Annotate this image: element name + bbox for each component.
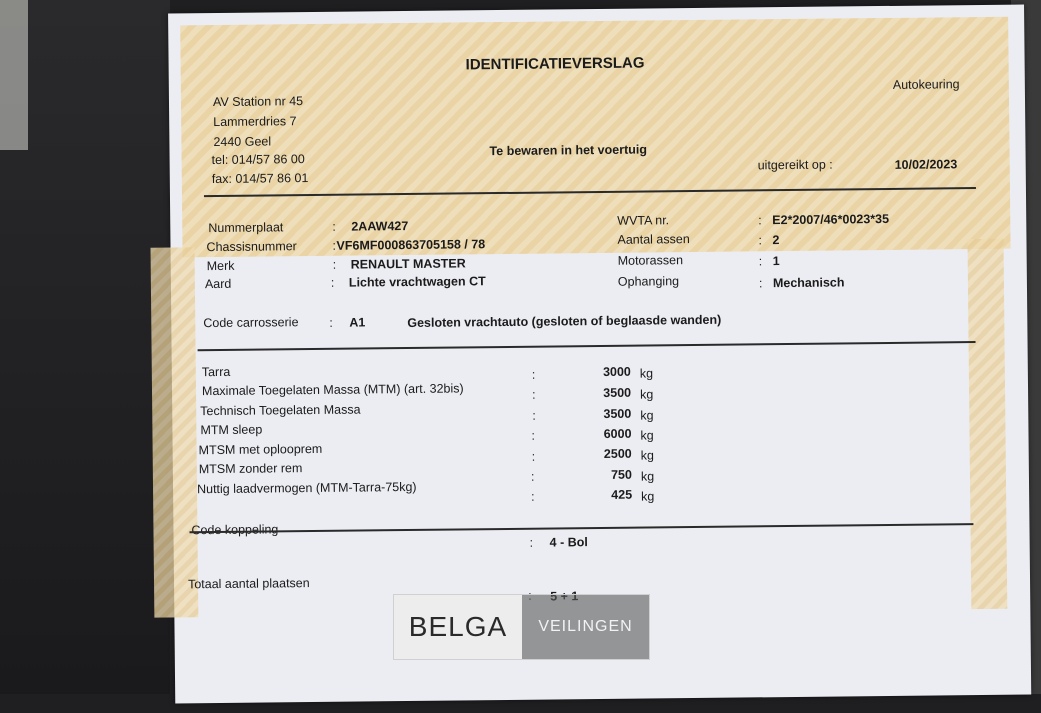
mass-label: MTM sleep xyxy=(200,422,263,438)
mass-label: MTSM zonder rem xyxy=(198,461,303,477)
field-label: Merk xyxy=(206,258,235,274)
field-sep: : xyxy=(758,233,763,248)
mass-value: 6000 xyxy=(603,426,632,441)
field-sep: : xyxy=(758,276,763,291)
mass-unit: kg xyxy=(641,489,655,504)
issuer-line: 2440 Geel xyxy=(213,134,272,150)
field-sep: : xyxy=(332,238,337,253)
mass-sep: : xyxy=(531,367,536,382)
body-code-value: A1 xyxy=(349,315,366,330)
mass-sep: : xyxy=(530,469,535,484)
mass-sep: : xyxy=(532,408,536,423)
field-sep: : xyxy=(332,219,336,234)
kind-value: Lichte vrachtwagen CT xyxy=(348,274,486,290)
body-description: Gesloten vrachtauto (gesloten of beglaasde wanden) xyxy=(407,312,722,331)
field-sep: : xyxy=(329,315,333,330)
field-sep: : xyxy=(332,257,337,272)
mass-unit: kg xyxy=(640,469,655,484)
mass-value: 425 xyxy=(611,487,633,502)
mass-value: 3500 xyxy=(603,385,632,400)
mass-unit: kg xyxy=(640,448,654,463)
brand-value: RENAULT MASTER xyxy=(350,256,466,272)
field-label: Aard xyxy=(204,276,232,292)
mass-label: MTSM met oplooprem xyxy=(198,441,323,458)
mass-label: Technisch Toegelaten Massa xyxy=(200,402,361,419)
field-label: Chassisnummer xyxy=(206,239,297,255)
document-title: IDENTIFICATIEVERSLAG xyxy=(465,54,645,74)
field-sep: : xyxy=(330,275,335,290)
mass-sep: : xyxy=(531,489,535,504)
field-label: WVTA nr. xyxy=(617,213,670,228)
coupling-value: 4 - Bol xyxy=(549,535,588,550)
mass-label: Tarra xyxy=(201,364,231,380)
security-pattern-right xyxy=(967,239,1007,609)
mass-value: 3500 xyxy=(603,406,632,421)
document-type: Autokeuring xyxy=(892,77,960,92)
field-sep: : xyxy=(529,535,534,550)
field-label: Aantal assen xyxy=(617,232,690,247)
field-label: Ophanging xyxy=(617,274,680,289)
issuer-line: AV Station nr 45 xyxy=(212,94,304,110)
field-label: Nummerplaat xyxy=(208,220,284,236)
license-plate-value: 2AAW427 xyxy=(351,218,409,234)
background-sticker xyxy=(0,0,28,150)
chassis-value: VF6MF000863705158 / 78 xyxy=(336,237,486,253)
driven-axles-value: 1 xyxy=(772,254,780,269)
watermark-logo xyxy=(393,594,650,660)
issuer-line: Lammerdries 7 xyxy=(213,114,297,130)
issued-date: 10/02/2023 xyxy=(894,157,958,172)
mass-unit: kg xyxy=(640,387,654,402)
issuer-line: fax: 014/57 86 01 xyxy=(211,171,309,187)
mass-value: 750 xyxy=(610,467,632,482)
field-label: Motorassen xyxy=(617,253,684,268)
keep-note: Te bewaren in het voertuig xyxy=(489,142,648,159)
issued-label: uitgereikt op : xyxy=(757,157,833,173)
axles-value: 2 xyxy=(772,233,780,248)
field-label: Code koppeling xyxy=(191,522,279,538)
field-sep: : xyxy=(758,254,763,269)
mass-label: Nuttig laadvermogen (MTM-Tarra-75kg) xyxy=(196,479,417,497)
mass-sep: : xyxy=(531,428,536,443)
field-sep: : xyxy=(758,213,762,228)
security-pattern-left xyxy=(151,247,199,617)
issuer-line: tel: 014/57 86 00 xyxy=(211,152,305,168)
mass-value: 3000 xyxy=(602,364,631,379)
mass-label: Maximale Toegelaten Massa (MTM) (art. 32bis) xyxy=(201,381,464,399)
field-label: Totaal aantal plaatsen xyxy=(187,576,310,592)
watermark-subbrand: VEILINGEN xyxy=(522,595,649,659)
suspension-value: Mechanisch xyxy=(772,275,845,291)
mass-unit: kg xyxy=(640,408,654,423)
mass-unit: kg xyxy=(639,366,654,381)
field-label: Code carrosserie xyxy=(203,315,299,331)
watermark-brand: BELGA xyxy=(394,595,522,659)
wvta-value: E2*2007/46*0023*35 xyxy=(772,211,890,228)
mass-sep: : xyxy=(531,449,536,464)
mass-sep: : xyxy=(531,387,536,402)
mass-value: 2500 xyxy=(603,446,632,461)
mass-unit: kg xyxy=(640,428,654,443)
